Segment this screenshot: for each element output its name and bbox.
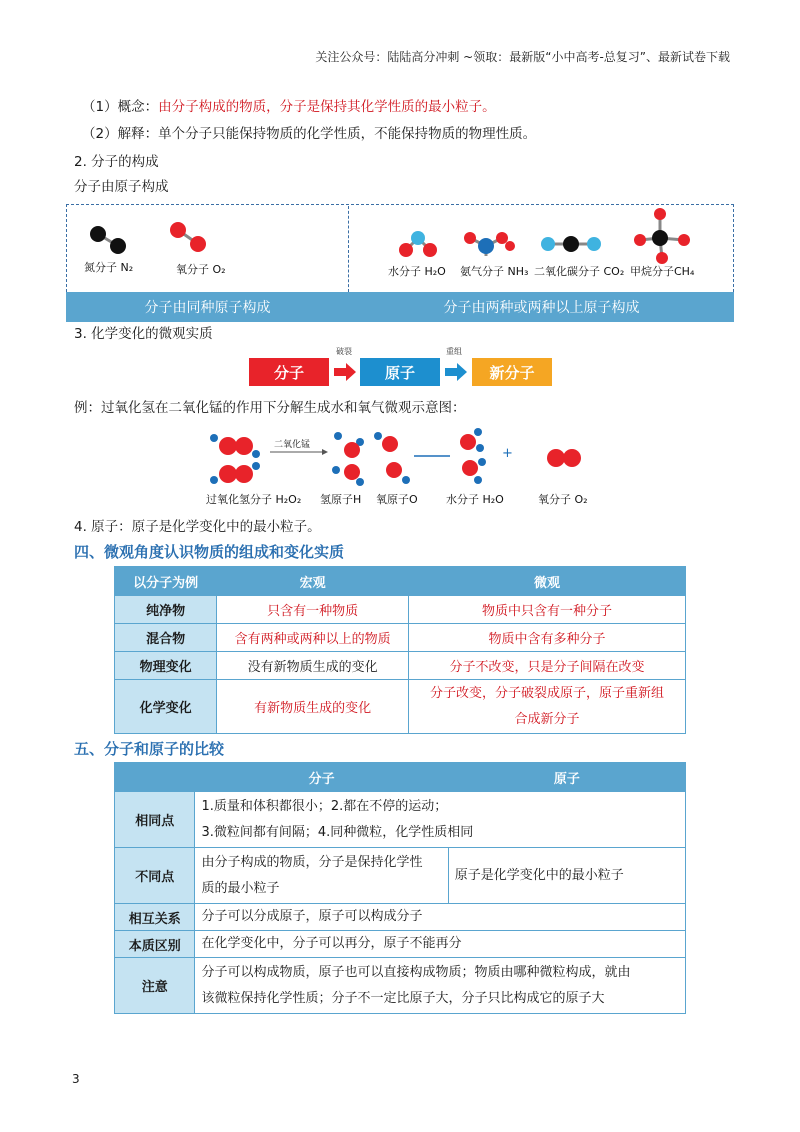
n2-label: 氮分子 N₂ — [84, 261, 134, 274]
table-row — [115, 848, 686, 904]
row-micro: 物质中只含有一种分子 — [408, 596, 685, 624]
row-molecule-line-2: 质的最小粒子 — [201, 880, 280, 896]
table1-header-3: 微观 — [408, 567, 685, 596]
section-2-subtitle: 分子由原子构成 — [74, 179, 169, 195]
flow-arrow-1-icon — [334, 363, 356, 381]
table-row — [115, 624, 686, 652]
example-line: 例：过氧化氢在二氧化锰的作用下分解生成水和氧气微观示意图： — [74, 400, 466, 416]
row-molecule-line-1: 由分子构成的物质，分子是保持化学性 — [201, 854, 423, 870]
h2o-label: 水分子 H₂O — [388, 265, 446, 278]
catalyst-label: 二氧化锰 — [274, 440, 311, 450]
row-atom: 原子是化学变化中的最小粒子 — [448, 848, 685, 904]
flow-new-molecule: 新分子 — [472, 358, 552, 386]
table-row — [115, 931, 686, 958]
table1-header-2: 宏观 — [217, 567, 409, 596]
figure-band — [66, 292, 734, 322]
band-left-label: 分子由同种原子构成 — [144, 300, 271, 316]
row-macro: 只含有一种物质 — [217, 596, 409, 624]
row-content — [195, 792, 686, 848]
section-3-title: 3. 化学变化的微观实质 — [74, 326, 213, 342]
oxygen-atoms-icon — [344, 432, 410, 484]
h-atom-label: 氢原子H — [320, 493, 362, 506]
section-4-title: 四、微观角度认识物质的组成和变化实质 — [74, 543, 345, 561]
row-content-line-1: 分子可以构成物质，原子也可以直接构成物质；物质由哪种微粒构成，就由 — [201, 964, 631, 980]
concept-definition: 由分子构成的物质，分子是保持其化学性质的最小粒子。 — [158, 99, 496, 115]
micro-view-table — [114, 566, 686, 734]
co2-label: 二氧化碳分子 CO₂ — [534, 265, 625, 278]
row-name: 化学变化 — [115, 680, 217, 734]
table-row — [115, 792, 686, 848]
row-micro: 分子不改变，只是分子间隔在改变 — [408, 652, 685, 680]
ch4-label: 甲烷分子CH₄ — [630, 265, 695, 278]
section-4-line: 4. 原子：原子是化学变化中的最小粒子。 — [74, 519, 321, 535]
row-name: 本质区别 — [115, 931, 195, 958]
nh3-label: 氨气分子 NH₃ — [460, 265, 529, 278]
band-right-label: 分子由两种或两种以上原子构成 — [443, 300, 640, 316]
comparison-table — [114, 762, 686, 1014]
n2-molecule-icon — [90, 226, 126, 254]
row-content: 在化学变化中，分子可以再分，原子不能再分 — [195, 931, 686, 958]
co2-molecule-icon — [541, 236, 601, 252]
table-row — [115, 596, 686, 624]
h2o-molecule-icon — [399, 231, 437, 257]
row-content-line-2: 该微粒保持化学性质；分子不一定比原子大，分子只比构成它的原子大 — [201, 990, 605, 1006]
row-micro: 物质中含有多种分子 — [408, 624, 685, 652]
reaction-diagram — [200, 424, 600, 492]
o2-molecule-icon — [170, 222, 206, 252]
table1-header-1: 以分子为例 — [115, 567, 217, 596]
row-name: 相互关系 — [115, 904, 195, 931]
row-name: 物理变化 — [115, 652, 217, 680]
row-macro: 有新物质生成的变化 — [217, 680, 409, 734]
table-row — [115, 904, 686, 931]
water-label: 水分子 H₂O — [446, 493, 504, 506]
explain-line: （2）解释：单个分子只能保持物质的化学性质，不能保持物质的物理性质。 — [82, 126, 537, 142]
row-name: 不同点 — [115, 848, 195, 904]
table2-header-corner — [115, 763, 195, 792]
row-name: 注意 — [115, 958, 195, 1014]
molecule-illustrations — [66, 206, 734, 292]
section-2-title: 2. 分子的构成 — [74, 154, 159, 170]
nh3-molecule-icon — [464, 232, 515, 256]
h2o2-label: 过氧化氢分子 H₂O₂ — [206, 493, 302, 506]
section-5-title: 五、分子和原子的比较 — [74, 740, 225, 758]
row-micro — [408, 680, 685, 734]
o-atom-label: 氧原子O — [376, 493, 418, 506]
row-micro-line-1: 分子改变，分子破裂成原子，原子重新组 — [429, 685, 664, 701]
table-row — [115, 652, 686, 680]
table2-header-2: 原子 — [448, 763, 685, 792]
row-content-line-2: 3.微粒间都有间隔；4.同种微粒，化学性质相同 — [201, 824, 474, 840]
row-micro-line-2: 合成新分子 — [514, 711, 580, 727]
row-molecule — [195, 848, 448, 904]
h2o2-molecules-icon — [210, 434, 260, 484]
table-row — [115, 958, 686, 1014]
ch4-molecule-icon — [634, 208, 690, 264]
row-name: 相同点 — [115, 792, 195, 848]
o2-label: 氧分子 O₂ — [176, 263, 226, 276]
page-number: 3 — [72, 1072, 80, 1086]
row-content: 分子可以分成原子，原子可以构成分子 — [195, 904, 686, 931]
oxygen-label: 氧分子 O₂ — [538, 493, 588, 506]
flow-atom: 原子 — [360, 358, 440, 386]
table-row — [115, 680, 686, 734]
plus-sign: + — [502, 446, 513, 461]
water-molecules-icon — [460, 428, 486, 484]
row-macro: 没有新物质生成的变化 — [217, 652, 409, 680]
concept-prefix: （1）概念： — [82, 99, 159, 115]
oxygen-molecule-icon — [547, 449, 581, 467]
row-name: 混合物 — [115, 624, 217, 652]
flow-break-label: 破裂 — [336, 347, 352, 356]
row-content-line-1: 1.质量和体积都很小；2.都在不停的运动； — [201, 798, 448, 814]
concept-line — [82, 97, 496, 117]
row-name: 纯净物 — [115, 596, 217, 624]
row-content — [195, 958, 686, 1014]
flow-arrow-2-icon — [445, 363, 467, 381]
flow-molecule: 分子 — [249, 358, 329, 386]
flow-recombine-label: 重组 — [446, 347, 462, 356]
table2-header-1: 分子 — [195, 763, 448, 792]
header-note: 关注公众号：陆陆高分冲刺 ~领取：最新版“小中高考-总复习”、最新试卷下载 — [315, 50, 730, 64]
row-macro: 含有两种或两种以上的物质 — [217, 624, 409, 652]
